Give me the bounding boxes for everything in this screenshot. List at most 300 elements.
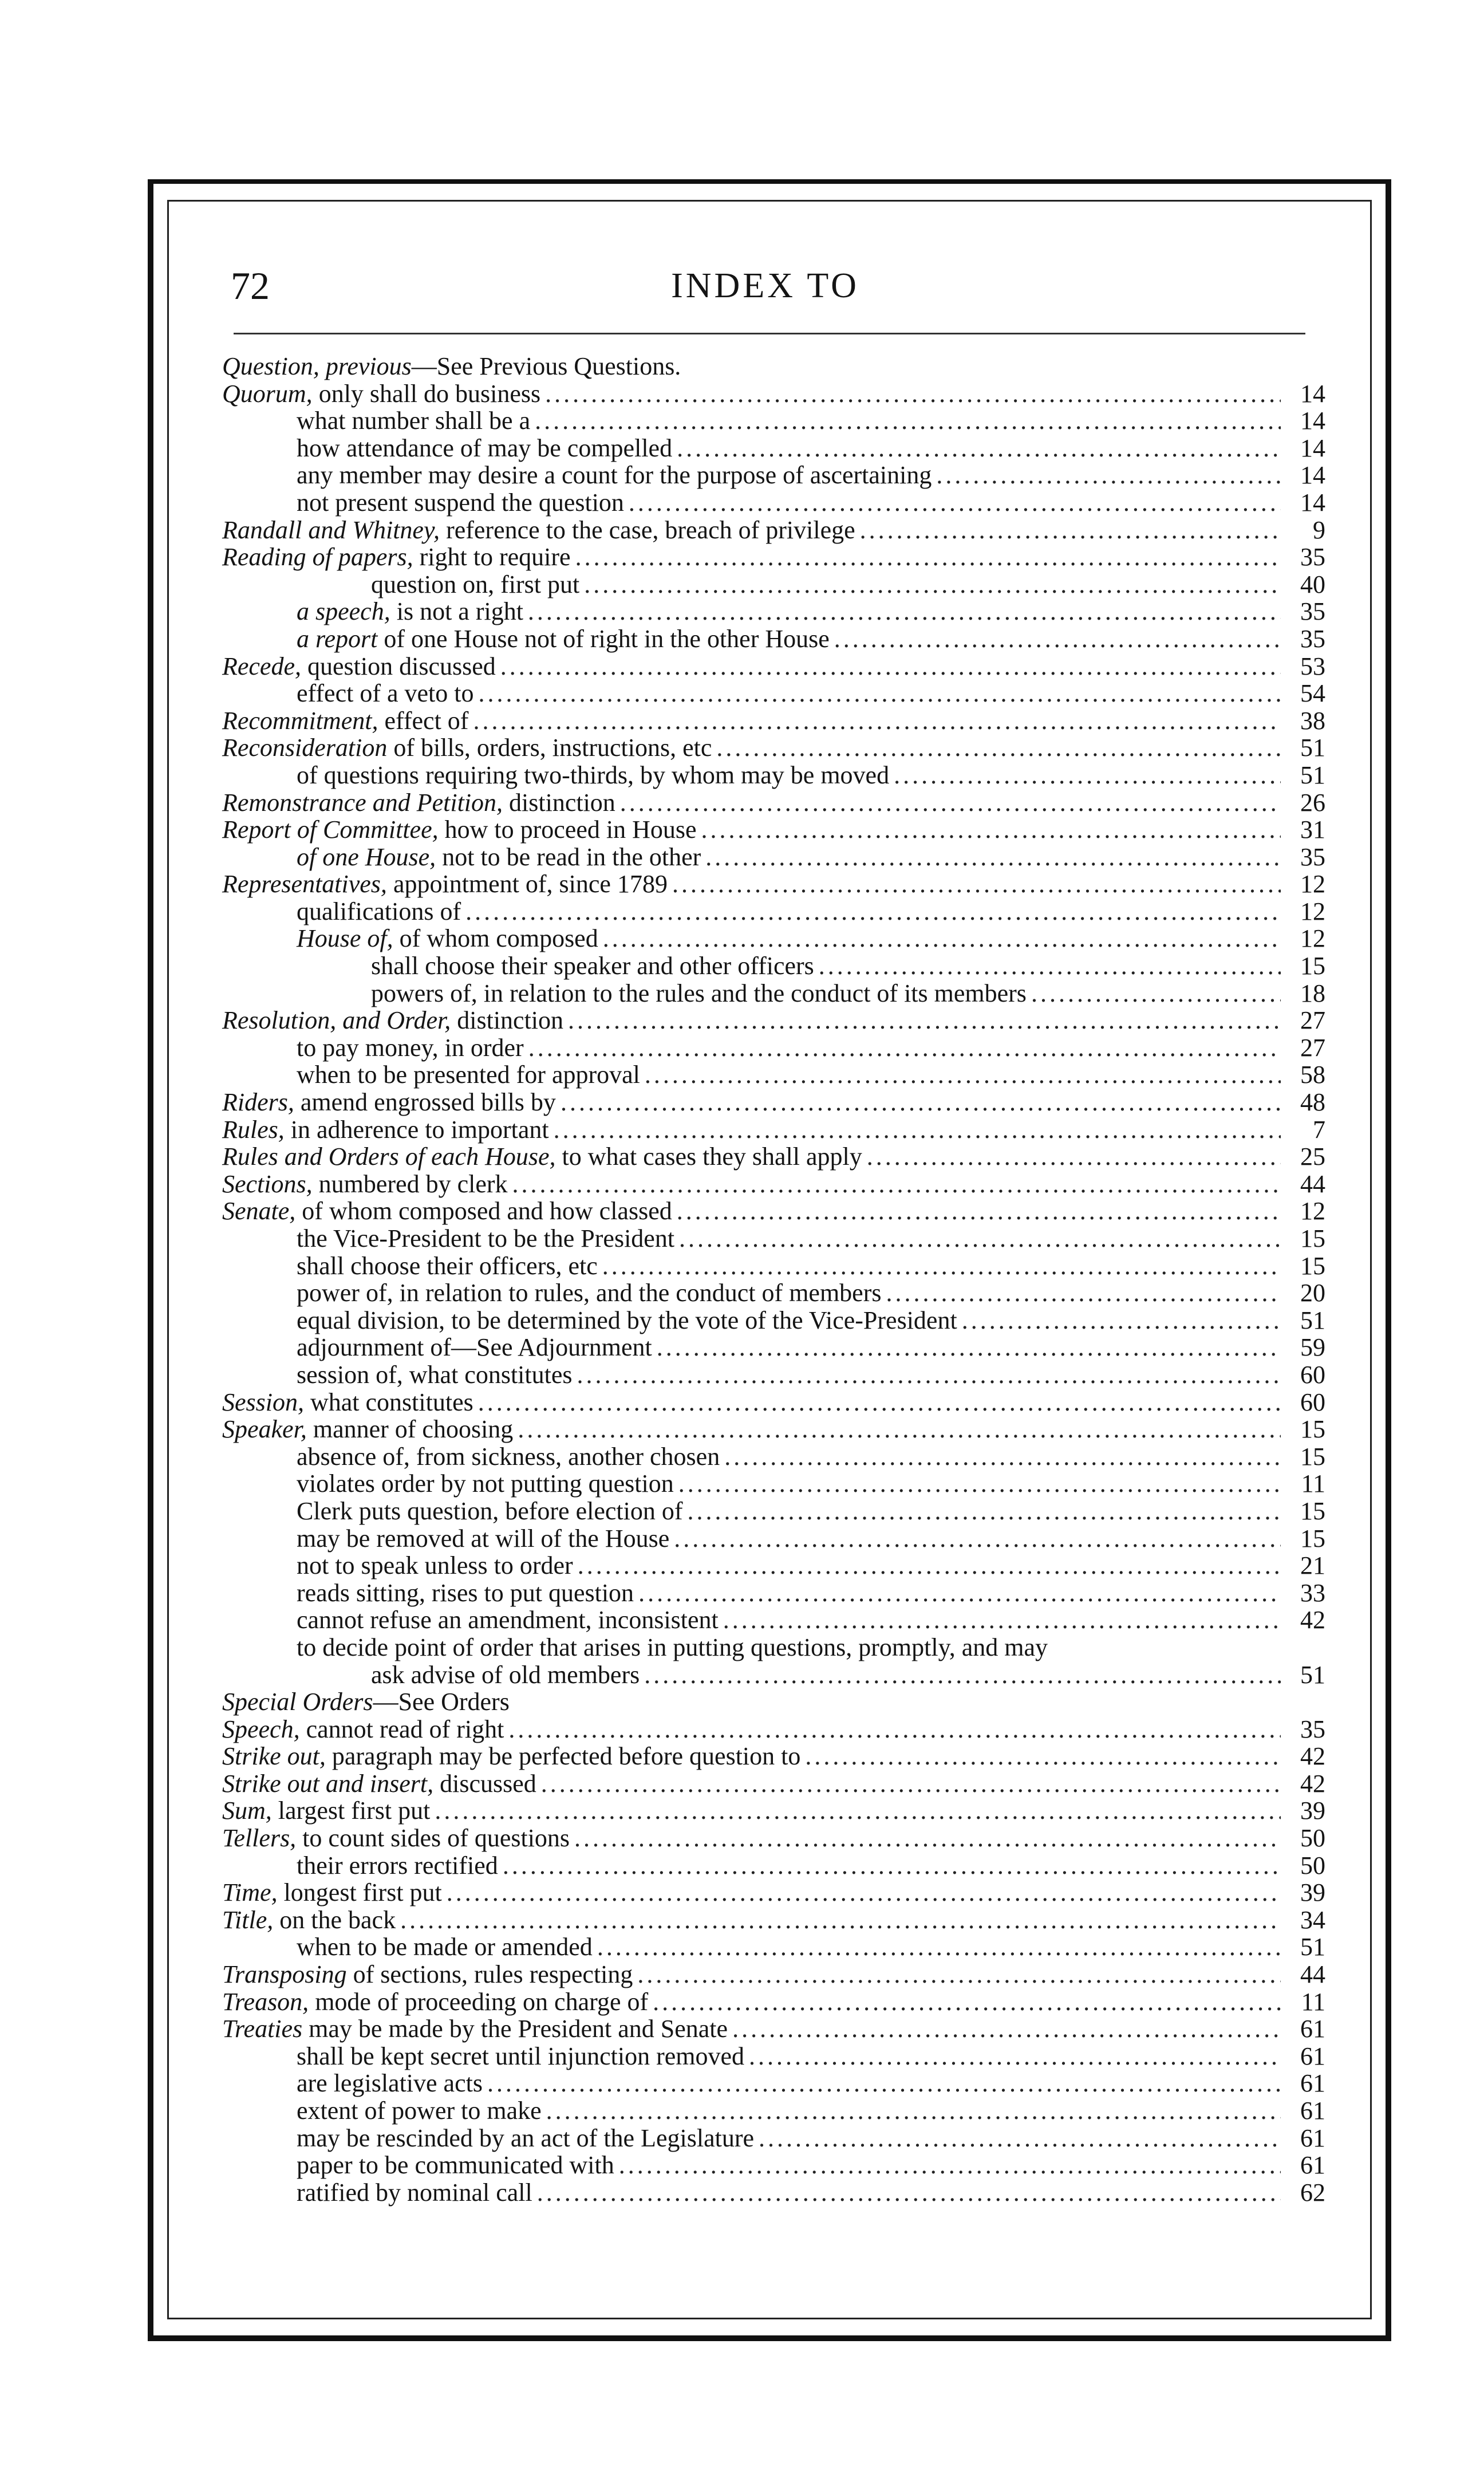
entry-heading: Resolution, and Order,: [222, 1006, 451, 1035]
entry-text: [297, 2179, 532, 2207]
index-entry: [222, 870, 1325, 898]
entry-description: of whom composed: [393, 924, 598, 953]
entry-text: [222, 816, 697, 844]
entry-description: absence of, from sickness, another chosen: [297, 1442, 720, 1471]
page-reference: 18: [1300, 979, 1325, 1007]
entry-text: [371, 1661, 640, 1689]
entry-text: [222, 1743, 800, 1770]
index-entry: [222, 2152, 1325, 2179]
index-entry: [222, 1552, 1325, 1579]
entry-heading: Treaties: [222, 2015, 303, 2043]
page-reference: 33: [1300, 1578, 1325, 1607]
dot-leader: [503, 1852, 1281, 1880]
entry-heading: Reading of papers,: [222, 543, 413, 572]
index-entry: [222, 2125, 1325, 2152]
page-header: [231, 257, 1300, 314]
entry-text: [297, 2125, 754, 2152]
index-entry: [222, 407, 1325, 435]
page-reference: 12: [1300, 924, 1325, 953]
entry-description: distinction: [503, 788, 615, 817]
entry-description: qualifications of: [297, 897, 461, 925]
entry-heading: House of,: [297, 924, 393, 953]
dot-leader: [528, 1034, 1281, 1062]
page-reference: 39: [1300, 1797, 1325, 1825]
dot-leader: [465, 898, 1281, 925]
dot-leader: [732, 2015, 1281, 2043]
entry-text: [297, 1034, 524, 1062]
page-reference: 20: [1300, 1279, 1325, 1307]
entry-description: when to be made or amended: [297, 1933, 593, 1961]
entry-text: [297, 462, 932, 489]
index-entry: [222, 952, 1325, 980]
index-entry: [222, 1389, 1325, 1416]
entry-text: [222, 734, 712, 762]
dot-leader: [435, 1797, 1281, 1825]
entry-text: [297, 2070, 483, 2097]
entry-description: is not a right: [390, 597, 523, 626]
index-entry: [222, 571, 1325, 598]
dot-leader: [597, 1933, 1281, 1961]
dot-leader: [512, 1171, 1281, 1198]
entry-heading: Quorum,: [222, 379, 313, 408]
index-entry: [222, 653, 1325, 680]
page-reference: 39: [1300, 1878, 1325, 1907]
entry-text: [222, 1171, 508, 1198]
entry-heading: Strike out and insert,: [222, 1769, 434, 1798]
entry-description: of whom composed and how classed: [295, 1197, 672, 1226]
dot-leader: [602, 1252, 1281, 1280]
page-reference: 35: [1300, 842, 1325, 871]
index-entry: [222, 816, 1325, 844]
entry-description: when to be presented for approval: [297, 1061, 640, 1089]
entry-description: ratified by nominal call: [297, 2178, 532, 2207]
entry-description: largest first put: [271, 1797, 431, 1825]
dot-leader: [619, 2152, 1281, 2179]
dot-leader: [546, 2097, 1281, 2125]
entry-text: [297, 1279, 881, 1307]
entry-text: [297, 1634, 1048, 1661]
entry-description: longest first put: [277, 1878, 442, 1907]
dot-leader: [541, 1770, 1281, 1798]
entry-heading: Recommitment,: [222, 706, 378, 735]
entry-description: of one House not of right in the other House: [377, 624, 830, 653]
index-entry: [222, 680, 1325, 707]
entry-heading: Treason,: [222, 1987, 309, 2016]
index-entry: [222, 1225, 1325, 1252]
page-reference: 42: [1300, 1769, 1325, 1798]
entry-description: may be removed at will of the House: [297, 1524, 670, 1553]
entry-description: paper to be communicated with: [297, 2151, 614, 2180]
page-reference: 51: [1300, 761, 1325, 789]
entry-heading: Remonstrance and Petition,: [222, 788, 503, 817]
index-entry: [222, 1797, 1325, 1825]
page-reference: 42: [1300, 1606, 1325, 1634]
entry-text: [297, 1579, 634, 1607]
dot-leader: [679, 1225, 1281, 1252]
page-reference: 11: [1301, 1470, 1325, 1498]
page-reference: 15: [1300, 952, 1325, 980]
page-reference: 31: [1300, 816, 1325, 844]
index-entry: [222, 462, 1325, 489]
page-reference: 14: [1300, 434, 1325, 462]
entry-text: [297, 1061, 640, 1089]
entry-text: [222, 653, 496, 680]
entry-description: —See Orders: [373, 1688, 510, 1716]
entry-description: manner of choosing: [306, 1415, 514, 1444]
dot-leader: [578, 1552, 1281, 1579]
entry-description: to decide point of order that arises in putting questions, promptly, and may: [297, 1633, 1048, 1661]
page-reference: 14: [1300, 488, 1325, 517]
index-entry: [222, 1498, 1325, 1525]
index-entry: [222, 1089, 1325, 1116]
index-entry: [222, 1361, 1325, 1389]
entry-description: appointment of, since 1789: [386, 870, 668, 899]
entry-text: [297, 1525, 669, 1553]
dot-leader: [819, 952, 1281, 980]
entry-heading: Randall and Whitney,: [222, 515, 440, 544]
entry-text: [222, 1797, 430, 1825]
dot-leader: [1031, 980, 1281, 1007]
entry-text: [297, 1307, 957, 1334]
page-reference: 14: [1300, 407, 1325, 435]
entry-text: [222, 2015, 728, 2043]
index-entry: [222, 2015, 1325, 2043]
page-number: 72: [231, 264, 270, 308]
page-reference: 12: [1300, 1197, 1325, 1226]
entry-heading: Reconsideration: [222, 734, 388, 762]
entry-description: adjournment of—See Adjournment: [297, 1333, 652, 1362]
entry-text: [297, 1552, 573, 1579]
entry-description: are legislative acts: [297, 2069, 483, 2098]
page-reference: 34: [1300, 1905, 1325, 1934]
page-reference: 62: [1300, 2178, 1325, 2207]
dot-leader: [677, 435, 1281, 462]
index-entry: [222, 1416, 1325, 1443]
entry-description: what constitutes: [304, 1388, 473, 1416]
index-entry: [222, 1906, 1325, 1934]
entry-text: [371, 980, 1027, 1007]
entry-text: [222, 1089, 556, 1116]
index-entry: [222, 380, 1325, 408]
page-reference: 51: [1300, 1933, 1325, 1961]
page-reference: 15: [1300, 1415, 1325, 1444]
entry-description: how to proceed in House: [438, 816, 697, 844]
entry-description: powers of, in relation to the rules and the conduct of its members: [371, 979, 1027, 1007]
dot-leader: [603, 925, 1281, 952]
page-reference: 44: [1300, 1169, 1325, 1198]
entry-description: of sections, rules respecting: [346, 1960, 633, 1989]
page-reference: 7: [1313, 1115, 1325, 1144]
entry-text: [297, 407, 530, 435]
entry-description: extent of power to make: [297, 2097, 542, 2125]
entry-text: [222, 517, 855, 544]
entry-text: [222, 1906, 396, 1934]
dot-leader: [447, 1879, 1281, 1906]
entry-description: on the back: [273, 1905, 396, 1934]
entry-text: [297, 2152, 614, 2179]
entry-text: [222, 1143, 862, 1171]
entry-text: [297, 2097, 542, 2125]
dot-leader: [500, 653, 1281, 680]
entry-description: shall choose their officers, etc: [297, 1251, 598, 1280]
index-entry: [222, 1116, 1325, 1144]
index-entry: [222, 2097, 1325, 2125]
entry-heading: a speech,: [297, 597, 390, 626]
page-reference: 21: [1300, 1551, 1325, 1580]
page-reference: 12: [1300, 870, 1325, 899]
index-entry: [222, 1334, 1325, 1361]
entry-description: paragraph may be perfected before question to: [325, 1742, 801, 1771]
index-entry: [222, 1606, 1325, 1634]
dot-leader: [637, 1961, 1281, 1988]
entry-description: right to require: [413, 543, 571, 572]
index-entry: [222, 1933, 1325, 1961]
entry-text: [371, 952, 814, 980]
index-entry: [222, 353, 1325, 380]
index-entry: [222, 2179, 1325, 2207]
index-entry: [222, 1197, 1325, 1225]
page-reference: 50: [1300, 1851, 1325, 1880]
entry-description: effect of: [378, 706, 469, 735]
entry-text: [297, 1443, 720, 1471]
page-reference: 11: [1301, 1987, 1325, 2016]
index-entries: [222, 353, 1325, 2206]
page-reference: 12: [1300, 897, 1325, 925]
entry-heading: of one House,: [297, 842, 436, 871]
entry-text: [222, 1988, 648, 2016]
dot-leader: [687, 1498, 1281, 1525]
entry-description: to pay money, in order: [297, 1033, 524, 1062]
entry-heading: Rules and Orders of each House,: [222, 1143, 556, 1171]
entry-text: [222, 1879, 442, 1906]
entry-description: may be rescinded by an act of the Legislature: [297, 2124, 755, 2152]
dot-leader: [537, 2179, 1281, 2207]
index-entry: [222, 1171, 1325, 1198]
entry-description: equal division, to be determined by the vote of the Vice-President: [297, 1306, 957, 1334]
entry-description: not to be read in the other: [436, 842, 701, 871]
dot-leader: [805, 1743, 1281, 1770]
entry-description: what number shall be a: [297, 407, 531, 435]
entry-heading: Transposing: [222, 1960, 347, 1989]
entry-text: [297, 844, 701, 871]
entry-description: the Vice-President to be the President: [297, 1224, 675, 1252]
page-reference: 48: [1300, 1088, 1325, 1117]
entry-heading: Question, previous: [222, 352, 412, 380]
entry-heading: Sections,: [222, 1169, 313, 1198]
index-entry: [222, 1061, 1325, 1089]
entry-text: [297, 1252, 598, 1280]
running-head: INDEX TO: [671, 266, 859, 305]
page-reference: 58: [1300, 1061, 1325, 1089]
entry-text: [371, 571, 579, 598]
page-reference: 15: [1300, 1496, 1325, 1525]
entry-heading: Representatives,: [222, 870, 387, 899]
dot-leader: [575, 543, 1281, 571]
entry-text: [297, 2043, 744, 2070]
page-reference: 59: [1300, 1333, 1325, 1362]
index-entry: [222, 1961, 1325, 1988]
entry-description: not present suspend the question: [297, 488, 624, 517]
index-entry: [222, 435, 1325, 462]
index-entry: [222, 1279, 1325, 1307]
page-reference: 51: [1300, 734, 1325, 762]
entry-description: to count sides of questions: [296, 1824, 570, 1853]
entry-description: may be made by the President and Senate: [302, 2015, 728, 2043]
dot-leader: [584, 571, 1281, 598]
entry-text: [297, 625, 830, 653]
dot-leader: [723, 1606, 1281, 1634]
dot-leader: [487, 2070, 1281, 2097]
index-entry: [222, 1143, 1325, 1171]
page-reference: 61: [1300, 2042, 1325, 2070]
index-entry: [222, 1307, 1325, 1334]
dot-leader: [574, 1825, 1281, 1852]
entry-description: shall choose their speaker and other officers: [371, 952, 814, 980]
entry-heading: Report of Committee,: [222, 816, 439, 844]
page-reference: 51: [1300, 1660, 1325, 1689]
index-entry: [222, 1661, 1325, 1689]
page-reference: 27: [1300, 1033, 1325, 1062]
page-reference: 35: [1300, 597, 1325, 626]
index-entry: [222, 1443, 1325, 1471]
dot-leader: [473, 707, 1281, 735]
page-reference: 61: [1300, 2097, 1325, 2125]
entry-description: to what cases they shall apply: [555, 1143, 862, 1171]
dot-leader: [867, 1143, 1281, 1171]
entry-description: session of, what constitutes: [297, 1360, 573, 1389]
entry-heading: Rules,: [222, 1115, 285, 1144]
dot-leader: [701, 816, 1281, 844]
entry-description: distinction: [451, 1006, 564, 1035]
dot-leader: [716, 734, 1281, 762]
index-entry: [222, 898, 1325, 925]
index-entry: [222, 707, 1325, 735]
page-reference: 42: [1300, 1742, 1325, 1771]
entry-heading: a report: [297, 624, 378, 653]
page-reference: 61: [1300, 2015, 1325, 2043]
index-entry: [222, 1252, 1325, 1280]
page-reference: 9: [1313, 515, 1325, 544]
dot-leader: [749, 2043, 1281, 2070]
dot-leader: [705, 844, 1281, 871]
index-entry: [222, 517, 1325, 544]
dot-leader: [528, 598, 1281, 625]
dot-leader: [577, 1361, 1281, 1389]
dot-leader: [561, 1089, 1281, 1116]
entry-description: amend engrossed bills by: [294, 1088, 556, 1117]
page-reference: 26: [1300, 788, 1325, 817]
entry-description: effect of a veto to: [297, 679, 474, 708]
index-entry: [222, 844, 1325, 871]
dot-leader: [936, 462, 1281, 489]
index-entry: [222, 625, 1325, 653]
entry-text: [297, 1361, 573, 1389]
index-entry: [222, 1879, 1325, 1906]
index-entry: [222, 1634, 1325, 1661]
entry-text: [222, 1416, 513, 1443]
page-reference: 14: [1300, 379, 1325, 408]
entry-description: only shall do business: [312, 379, 541, 408]
index-entry: [222, 1770, 1325, 1798]
entry-text: [222, 1770, 536, 1798]
index-entry: [222, 734, 1325, 762]
page-reference: 60: [1300, 1360, 1325, 1389]
dot-leader: [677, 1197, 1281, 1225]
dot-leader: [518, 1416, 1281, 1443]
dot-leader: [644, 1661, 1281, 1689]
entry-heading: Riders,: [222, 1088, 294, 1117]
dot-leader: [759, 2125, 1281, 2152]
page-reference: 15: [1300, 1524, 1325, 1553]
index-entry: [222, 489, 1325, 517]
entry-heading: Strike out,: [222, 1742, 326, 1771]
page-reference: 54: [1300, 679, 1325, 708]
page-reference: 50: [1300, 1824, 1325, 1853]
entry-heading: Time,: [222, 1878, 278, 1907]
entry-description: numbered by clerk: [312, 1169, 508, 1198]
dot-leader: [645, 1061, 1281, 1089]
entry-text: [297, 1470, 674, 1498]
page-reference: 15: [1300, 1224, 1325, 1252]
entry-text: [297, 762, 889, 789]
entry-text: [222, 1007, 563, 1034]
entry-description: Clerk puts question, before election of: [297, 1496, 683, 1525]
dot-leader: [653, 1988, 1281, 2016]
dot-leader: [535, 407, 1281, 435]
entry-description: in adherence to important: [284, 1115, 549, 1144]
page-reference: 35: [1300, 543, 1325, 572]
dot-leader: [478, 680, 1281, 707]
entry-heading: Special Orders: [222, 1688, 373, 1716]
entry-description: violates order by not putting question: [297, 1470, 674, 1498]
page-reference: 35: [1300, 624, 1325, 653]
dot-leader: [554, 1116, 1281, 1144]
entry-heading: Speech,: [222, 1715, 300, 1743]
index-entry: [222, 1034, 1325, 1062]
dot-leader: [620, 789, 1281, 817]
entry-text: [222, 1825, 570, 1852]
entry-description: shall be kept secret until injunction removed: [297, 2042, 745, 2070]
entry-description: not to speak unless to order: [297, 1551, 573, 1580]
entry-description: cannot refuse an amendment, inconsistent: [297, 1606, 719, 1634]
index-entry: [222, 789, 1325, 817]
entry-text: [297, 1334, 652, 1361]
entry-text: [222, 707, 468, 735]
entry-text: [297, 925, 598, 952]
page-reference: 40: [1300, 570, 1325, 598]
entry-text: [222, 1197, 672, 1225]
entry-text: [222, 789, 615, 817]
page-reference: 53: [1300, 652, 1325, 680]
entry-text: [222, 380, 540, 408]
dot-leader: [508, 1716, 1281, 1743]
index-entry: [222, 2043, 1325, 2070]
entry-text: [297, 898, 461, 925]
entry-heading: Sum,: [222, 1797, 272, 1825]
page-reference: 27: [1300, 1006, 1325, 1035]
page-reference: 15: [1300, 1251, 1325, 1280]
dot-leader: [860, 517, 1281, 544]
entry-text: [222, 1389, 473, 1416]
entry-text: [222, 1688, 510, 1716]
entry-text: [297, 1852, 498, 1880]
index-entry: [222, 980, 1325, 1007]
entry-text: [222, 870, 668, 898]
entry-description: question discussed: [301, 652, 496, 680]
entry-text: [297, 1498, 682, 1525]
entry-heading: Title,: [222, 1905, 274, 1934]
page-reference: 60: [1300, 1388, 1325, 1416]
